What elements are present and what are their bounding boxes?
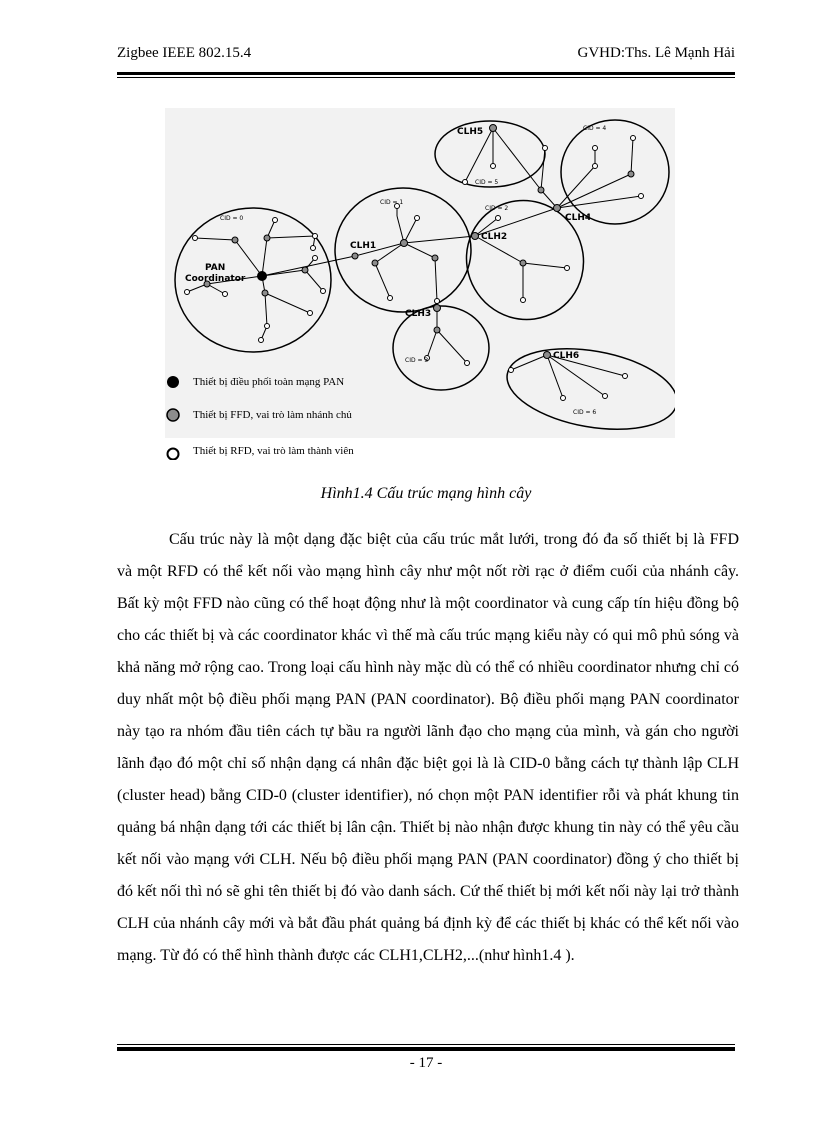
footer-rule	[117, 1047, 735, 1051]
label-cid1: CID = 1	[380, 199, 404, 206]
label-clh4: CLH4	[565, 213, 592, 223]
cluster-cid5	[435, 121, 545, 187]
legend-rfd-text: Thiết bị RFD, vai trò làm thành viên	[193, 445, 354, 457]
header-advisor: GVHD:Ths. Lê Mạnh Hải	[577, 45, 735, 61]
pan-coordinator-node	[257, 271, 267, 281]
cluster-cid4	[561, 120, 669, 224]
label-cid0: CID = 0	[220, 215, 244, 222]
legend-rfd-icon	[168, 449, 179, 460]
label-cid4: CID = 4	[583, 125, 607, 132]
header-rule	[117, 72, 735, 75]
figure-caption: Hình1.4 Cấu trúc mạng hình cây	[320, 485, 532, 502]
header-title: Zigbee IEEE 802.15.4	[117, 45, 252, 61]
label-clh1: CLH1	[350, 241, 377, 251]
paragraph: Cấu trúc này là một dạng đặc biệt của cấu trúc mắt lưới, trong đó đa số thiết bị là FFD và một RFD có thể kết nối vào mạng hình cây như một nốt rời rạc ở điểm cuối của nhánh cây. Bất kỳ một FFD nào cũng có thể hoạt động như là một coordinator và cung cấp tín hiệu đồng bộ cho các thiết bị và các coordinator khác vì thế mà cấu trúc mạng kiểu này có qui mô phủ sóng và khả năng mở rộng cao. Trong loại cấu hình này mặc dù có thể có nhiều coordinator nhưng chỉ có duy nhất một bộ điều phối mạng PAN (PAN coordinator). Bộ điều phối mạng PAN coordinator này tạo ra nhóm đầu tiên cách tự bầu ra người lãnh đạo cho mạng của mình, và gán cho người lãnh đạo đó một chỉ số nhận dạng cá nhân đặc biệt gọi là là CID-0 bằng cách tự thành lập CLH (cluster head) bằng CID-0 (cluster identifier), nó chọn một PAN identifier rỗi và phát khung tin quảng bá nhận dạng tới các thiết bị lân cận. Thiết bị nào nhận được khung tin này có thể yêu cầu kết nối vào mạng với CLH. Nếu bộ điều phối mạng PAN (PAN coordinator) đồng ý cho thiết bị đó kết nối thì nó sẽ ghi tên thiết bị đó vào danh sách. Cứ thế thiết bị mới kết nối này lại trở thành CLH của nhánh cây mới và bắt đầu phát quảng bá định kỳ để các thiết bị khác có thể kết nối vào mạng. Từ đó có thể hình thành được các CLH1,CLH2,...(như hình1.4 ).	[117, 531, 739, 964]
cluster-cid2	[445, 179, 605, 341]
header-rule-thin	[117, 77, 735, 78]
label-clh2: CLH2	[481, 232, 508, 242]
cluster-cid6	[501, 337, 675, 438]
label-clh5: CLH5	[457, 127, 484, 137]
legend-ffd-text: Thiết bị FFD, vai trò làm nhánh chủ	[193, 409, 352, 421]
legend-ffd-icon	[167, 409, 179, 421]
label-cid3: CID = 3	[405, 357, 429, 364]
label-clh3: CLH3	[405, 309, 432, 319]
label-cid5: CID = 5	[475, 179, 499, 186]
legend-pan-icon	[167, 376, 179, 388]
label-cid6: CID = 6	[573, 409, 597, 416]
tree-topology-diagram	[165, 108, 675, 438]
legend-rfd	[160, 440, 460, 460]
label-pan: PAN	[205, 263, 226, 273]
label-clh6: CLH6	[553, 351, 580, 361]
tree-topology-figure	[165, 108, 675, 438]
legend-pan-text: Thiết bị điều phối toàn mạng PAN	[193, 376, 345, 388]
body-text	[117, 524, 739, 972]
label-coordinator: Coordinator	[185, 274, 246, 284]
page-header	[117, 45, 735, 67]
label-cid2: CID = 2	[485, 205, 509, 212]
footer-rule-thin	[117, 1044, 735, 1045]
page-number: - 17 -	[409, 1055, 443, 1071]
